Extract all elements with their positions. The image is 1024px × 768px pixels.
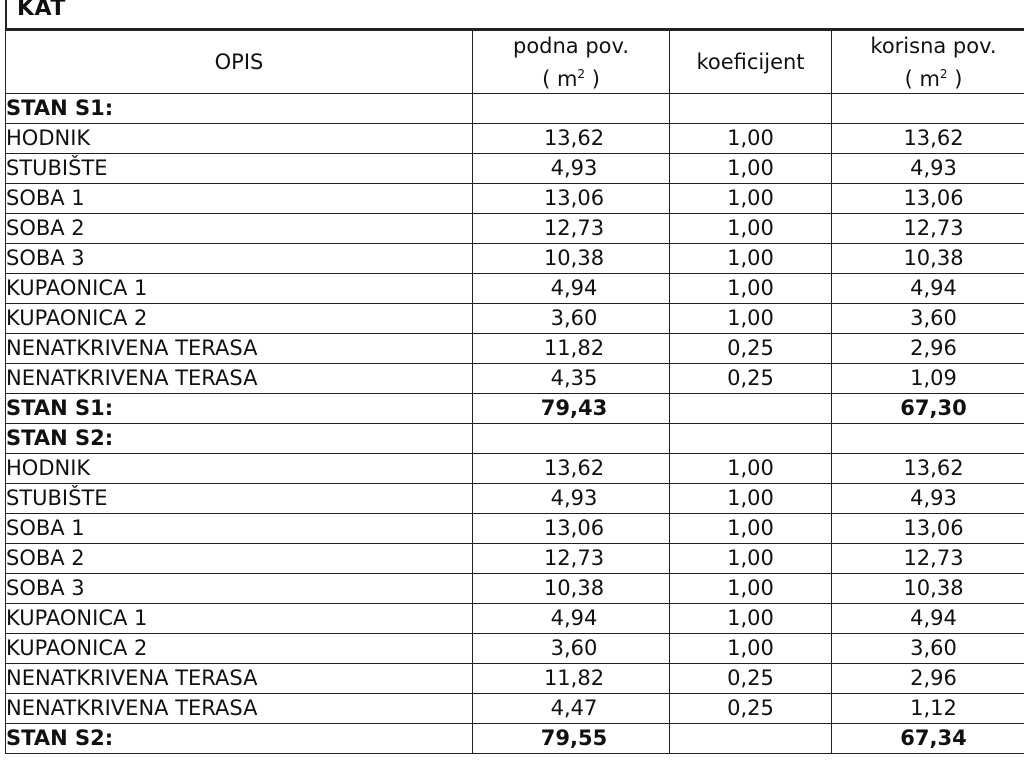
cell-podna-povrsina: 4,35 xyxy=(473,364,670,394)
cell-podna-povrsina: 4,93 xyxy=(473,484,670,514)
table-row xyxy=(6,484,1024,514)
cell-opis: HODNIK xyxy=(6,124,473,154)
table-header-row xyxy=(6,31,1024,94)
cell-podna-povrsina: 4,94 xyxy=(473,274,670,304)
cell-koeficijent xyxy=(670,424,832,454)
unit-open: ( m xyxy=(542,66,578,91)
cell-korisna-povrsina: 3,60 xyxy=(832,304,1024,334)
cell-korisna-povrsina: 4,93 xyxy=(832,154,1024,184)
cell-koeficijent: 1,00 xyxy=(670,574,832,604)
section-label: KAT xyxy=(17,0,66,21)
cell-koeficijent: 1,00 xyxy=(670,274,832,304)
cell-opis: SOBA 3 xyxy=(6,574,473,604)
table-row xyxy=(6,694,1024,724)
cell-koeficijent: 1,00 xyxy=(670,184,832,214)
area-table xyxy=(5,30,1024,754)
cell-korisna-povrsina: 4,93 xyxy=(832,484,1024,514)
column-header-podna-label: podna pov. xyxy=(512,33,629,58)
cell-podna-povrsina: 12,73 xyxy=(473,544,670,574)
cell-korisna-povrsina: 4,94 xyxy=(832,604,1024,634)
cell-korisna-povrsina: 67,34 xyxy=(832,724,1024,754)
cell-korisna-povrsina xyxy=(832,94,1024,124)
cell-opis: STUBIŠTE xyxy=(6,154,473,184)
table-row xyxy=(6,304,1024,334)
table-body xyxy=(6,94,1024,754)
column-header-podna-unit xyxy=(542,67,600,91)
column-header-korisna-unit xyxy=(905,67,963,91)
cell-korisna-povrsina: 10,38 xyxy=(832,574,1024,604)
cell-koeficijent: 1,00 xyxy=(670,454,832,484)
cell-koeficijent: 0,25 xyxy=(670,664,832,694)
column-header-korisna-label: korisna pov. xyxy=(870,33,997,58)
cell-podna-povrsina: 10,38 xyxy=(473,244,670,274)
cell-opis: HODNIK xyxy=(6,454,473,484)
cell-koeficijent: 1,00 xyxy=(670,154,832,184)
unit-open: ( m xyxy=(904,66,940,91)
table-row-subtotal xyxy=(6,94,1024,124)
cell-opis: STAN S1: xyxy=(6,94,473,124)
column-header-opis-label: OPIS xyxy=(214,50,264,74)
column-header-podna xyxy=(473,31,670,94)
cell-koeficijent: 1,00 xyxy=(670,484,832,514)
section-header-band xyxy=(5,0,1024,30)
cell-podna-povrsina: 13,06 xyxy=(473,514,670,544)
cell-podna-povrsina: 11,82 xyxy=(473,664,670,694)
cell-koeficijent: 1,00 xyxy=(670,634,832,664)
column-header-koeficijent-label: koeficijent xyxy=(696,50,805,74)
cell-koeficijent: 1,00 xyxy=(670,244,832,274)
unit-superscript: 2 xyxy=(939,66,948,81)
cell-opis: NENATKRIVENA TERASA xyxy=(6,364,473,394)
unit-superscript: 2 xyxy=(577,66,586,81)
table-row xyxy=(6,544,1024,574)
cell-podna-povrsina: 13,06 xyxy=(473,184,670,214)
cell-koeficijent: 0,25 xyxy=(670,364,832,394)
cell-opis: SOBA 2 xyxy=(6,544,473,574)
cell-korisna-povrsina: 13,62 xyxy=(832,454,1024,484)
cell-korisna-povrsina: 4,94 xyxy=(832,274,1024,304)
cell-koeficijent: 1,00 xyxy=(670,304,832,334)
cell-koeficijent: 0,25 xyxy=(670,334,832,364)
cell-podna-povrsina: 3,60 xyxy=(473,304,670,334)
cell-korisna-povrsina: 3,60 xyxy=(832,634,1024,664)
table-row-subtotal xyxy=(6,394,1024,424)
table-row xyxy=(6,514,1024,544)
cell-podna-povrsina: 13,62 xyxy=(473,124,670,154)
cell-korisna-povrsina: 13,06 xyxy=(832,514,1024,544)
cell-opis: STAN S2: xyxy=(6,424,473,454)
table-row xyxy=(6,634,1024,664)
cell-podna-povrsina: 3,60 xyxy=(473,634,670,664)
cell-opis: KUPAONICA 1 xyxy=(6,604,473,634)
cell-podna-povrsina: 13,62 xyxy=(473,454,670,484)
table-row xyxy=(6,124,1024,154)
table-row-subtotal xyxy=(6,724,1024,754)
cell-opis: SOBA 2 xyxy=(6,214,473,244)
table-row xyxy=(6,454,1024,484)
table-row xyxy=(6,364,1024,394)
cell-koeficijent xyxy=(670,394,832,424)
cell-opis: NENATKRIVENA TERASA xyxy=(6,664,473,694)
cell-korisna-povrsina: 67,30 xyxy=(832,394,1024,424)
cell-opis: STAN S1: xyxy=(6,394,473,424)
cell-podna-povrsina: 4,47 xyxy=(473,694,670,724)
cell-korisna-povrsina: 2,96 xyxy=(832,664,1024,694)
cell-opis: KUPAONICA 1 xyxy=(6,274,473,304)
cell-podna-povrsina: 79,43 xyxy=(473,394,670,424)
cell-podna-povrsina: 12,73 xyxy=(473,214,670,244)
cell-koeficijent: 0,25 xyxy=(670,694,832,724)
cell-koeficijent: 1,00 xyxy=(670,124,832,154)
column-header-koeficijent xyxy=(670,31,832,94)
cell-podna-povrsina: 4,94 xyxy=(473,604,670,634)
table-row xyxy=(6,244,1024,274)
cell-opis: SOBA 1 xyxy=(6,184,473,214)
cell-opis: KUPAONICA 2 xyxy=(6,304,473,334)
cell-podna-povrsina xyxy=(473,424,670,454)
cell-korisna-povrsina: 13,62 xyxy=(832,124,1024,154)
cell-koeficijent: 1,00 xyxy=(670,214,832,244)
cell-podna-povrsina: 4,93 xyxy=(473,154,670,184)
cell-podna-povrsina xyxy=(473,94,670,124)
column-header-korisna xyxy=(832,31,1024,94)
cell-podna-povrsina: 11,82 xyxy=(473,334,670,364)
cell-korisna-povrsina: 2,96 xyxy=(832,334,1024,364)
unit-close: ) xyxy=(947,66,963,91)
cell-opis: SOBA 1 xyxy=(6,514,473,544)
cell-koeficijent: 1,00 xyxy=(670,514,832,544)
unit-close: ) xyxy=(585,66,600,91)
cell-podna-povrsina: 79,55 xyxy=(473,724,670,754)
table-row xyxy=(6,664,1024,694)
cell-korisna-povrsina: 12,73 xyxy=(832,214,1024,244)
cell-korisna-povrsina: 13,06 xyxy=(832,184,1024,214)
table-row-subtotal xyxy=(6,424,1024,454)
cell-korisna-povrsina: 1,09 xyxy=(832,364,1024,394)
cell-koeficijent: 1,00 xyxy=(670,544,832,574)
table-row xyxy=(6,604,1024,634)
cell-podna-povrsina: 10,38 xyxy=(473,574,670,604)
cell-opis: KUPAONICA 2 xyxy=(6,634,473,664)
table-row xyxy=(6,334,1024,364)
cell-opis: NENATKRIVENA TERASA xyxy=(6,334,473,364)
column-header-opis xyxy=(6,31,473,94)
cell-koeficijent: 1,00 xyxy=(670,604,832,634)
cell-opis: STUBIŠTE xyxy=(6,484,473,514)
cell-koeficijent xyxy=(670,94,832,124)
cell-korisna-povrsina: 12,73 xyxy=(832,544,1024,574)
cell-korisna-povrsina: 10,38 xyxy=(832,244,1024,274)
table-row xyxy=(6,184,1024,214)
cell-korisna-povrsina xyxy=(832,424,1024,454)
cell-opis: SOBA 3 xyxy=(6,244,473,274)
table-row xyxy=(6,574,1024,604)
table-row xyxy=(6,274,1024,304)
cell-opis: STAN S2: xyxy=(6,724,473,754)
cell-korisna-povrsina: 1,12 xyxy=(832,694,1024,724)
table-row xyxy=(6,214,1024,244)
cell-koeficijent xyxy=(670,724,832,754)
table-row xyxy=(6,154,1024,184)
cell-opis: NENATKRIVENA TERASA xyxy=(6,694,473,724)
